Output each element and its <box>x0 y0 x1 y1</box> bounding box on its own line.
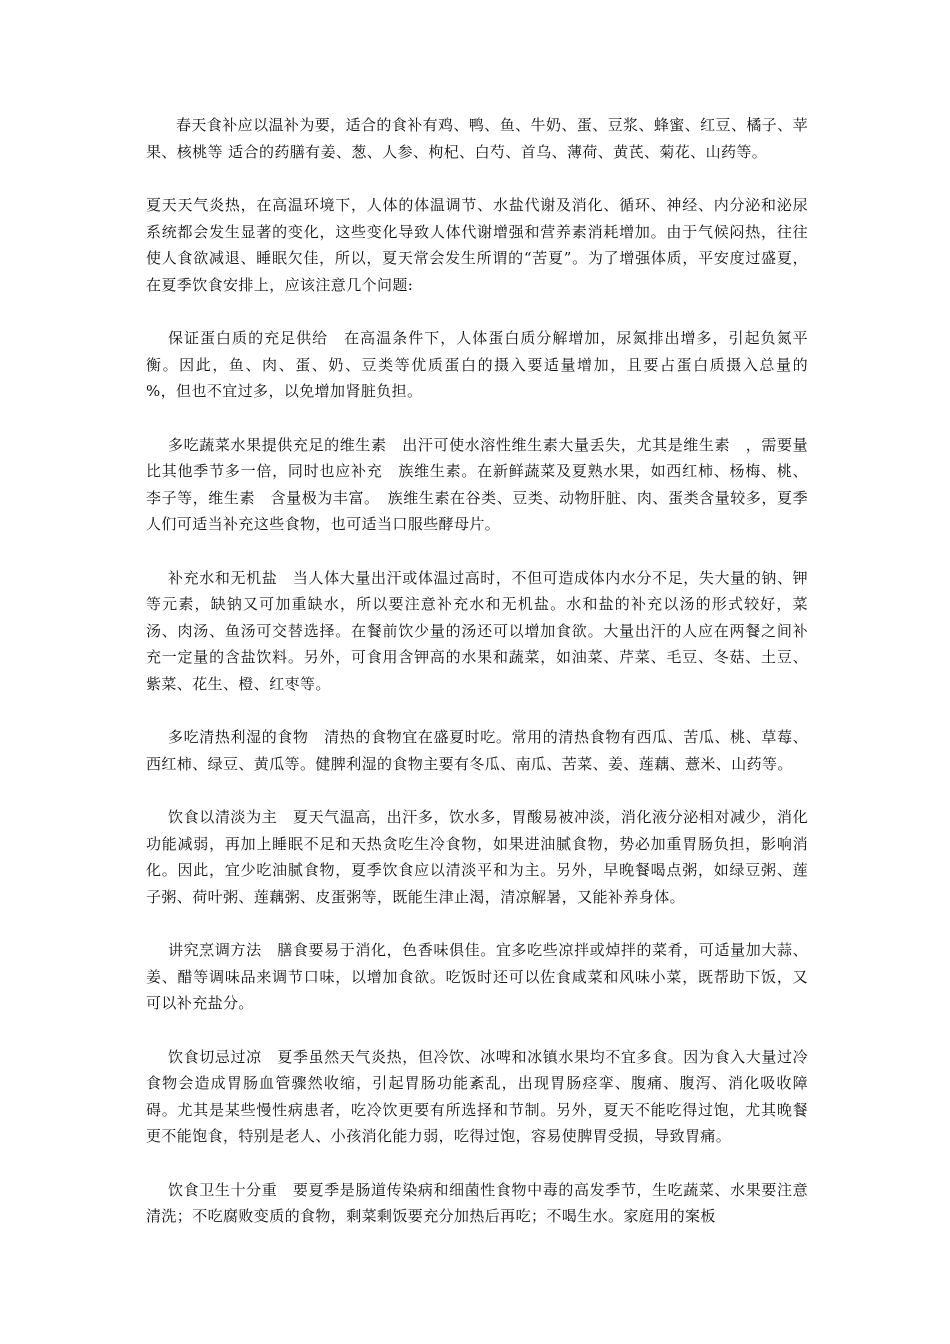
paragraph-cooling-foods: 多吃清热利湿的食物 清热的食物宜在盛夏时吃。常用的清热食物有西瓜、苦瓜、桃、草莓、西红柿、绿豆、黄瓜等。健脾利湿的食物主要有冬瓜、南瓜、苦菜、姜、莲藕、薏米、山药等。 <box>146 728 808 773</box>
paragraph-spring-diet: 春天食补应以温补为要，适合的食补有鸡、鸭、鱼、牛奶、蛋、豆浆、蜂蜜、红豆、橘子、苹果、核桃等 适合的药膳有姜、葱、人参、枸杞、白芍、首乌、薄荷、黄芪、菊花、山药等。 <box>146 116 808 161</box>
paragraph-vitamins: 多吃蔬菜水果提供充足的维生素 出汗可使水溶性维生素大量丢失，尤其是维生素 ，需要量比其他季节多一倍，同时也应补充 族维生素。在新鲜蔬菜及夏熟水果，如西红柿、杨梅、桃、李子等，维生素 含量极为丰富。 族维生素在谷类、豆类、动物肝脏、肉、蛋类含量较多，夏季人们可适当补充这些食物，也可适当口服些酵母片。 <box>146 435 808 533</box>
paragraph-protein: 保证蛋白质的充足供给 在高温条件下，人体蛋白质分解增加，尿氮排出增多，引起负氮平衡。因此，鱼、肉、蛋、奶、豆类等优质蛋白的摄入要适量增加，且要占蛋白质摄入总量的 %，但也不宜过多，以免增加肾脏负担。 <box>146 329 829 400</box>
paragraph-avoid-cold: 饮食切忌过凉 夏季虽然天气炎热，但冷饮、冰啤和冰镇水果均不宜多食。因为食入大量过冷食物会造成胃肠血管骤然收缩，引起胃肠功能紊乱，出现胃肠痉挛、腹痛、腹泻、消化吸收障碍。尤其是某些慢性病患者，吃冷饮更要有所选择和节制。另外，夏天不能吃得过饱，尤其晚餐更不能饱食，特别是老人、小孩消化能力弱，吃得过饱，容易使脾胃受损，导致胃痛。 <box>146 1047 808 1145</box>
paragraph-summer-intro: 夏天天气炎热，在高温环境下，人体的体温调节、水盐代谢及消化、循环、神经、内分泌和泌尿系统都会发生显著的变化，这些变化导致人体代谢增强和营养素消耗增加。由于气候闷热，往往使人食欲减退、睡眠欠佳，所以，夏天常会发生所谓的“苦夏”。为了增强体质，平安度过盛夏，在夏季饮食安排上，应该注意几个问题: <box>146 196 808 294</box>
document-body <box>146 112 829 1257</box>
paragraph-water-salt: 补充水和无机盐 当人体大量出汗或体温过高时，不但可造成体内水分不足，失大量的钠、钾等元素，缺钠又可加重缺水，所以要注意补充水和无机盐。水和盐的补充以汤的形式较好，菜汤、肉汤、鱼汤可交替选择。在餐前饮少量的汤还可以增加食欲。大量出汗的人应在两餐之间补充一定量的含盐饮料。另外，可食用含钾高的水果和蔬菜，如油菜、芹菜、毛豆、冬菇、土豆、紫菜、花生、橙、红枣等。 <box>146 568 808 693</box>
paragraph-food-hygiene: 饮食卫生十分重 要夏季是肠道传染病和细菌性食物中毒的高发季节，生吃蔬菜、水果要注意清洗；不吃腐败变质的食物，剩菜剩饭要充分加热后再吃；不喝生水。家庭用的案板 <box>146 1180 808 1225</box>
paragraph-light-diet: 饮食以清淡为主 夏天气温高，出汗多，饮水多，胃酸易被冲淡，消化液分泌相对减少，消化功能减弱，再加上睡眠不足和天热贪吃生冷食物，如果进油腻食物，势必加重胃肠负担，影响消化。因此，宜少吃油腻食物，夏季饮食应以清淡平和为主。另外，早晚餐喝点粥，如绿豆粥、莲子粥、荷叶粥、莲藕粥、皮蛋粥等，既能生津止渴，清凉解暑，又能补养身体。 <box>146 808 808 906</box>
paragraph-cooking-methods: 讲究烹调方法 膳食要易于消化，色香味俱佳。宜多吃些凉拌或焯拌的菜肴，可适量加大蒜、姜、醋等调味品来调节口味，以增加食欲。吃饭时还可以佐食咸菜和风味小菜，既帮助下饭，又可以补充盐分。 <box>146 941 808 1012</box>
